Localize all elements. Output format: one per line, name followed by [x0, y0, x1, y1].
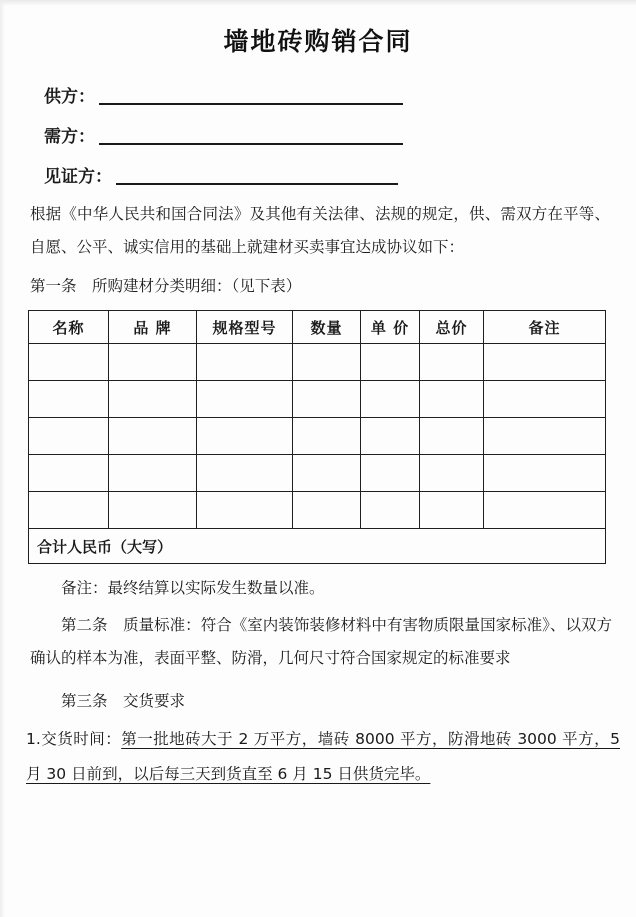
table-row — [29, 344, 606, 381]
col-header-total-price: 总价 — [420, 311, 484, 344]
cell-name[interactable] — [29, 455, 109, 492]
cell-spec[interactable] — [197, 344, 293, 381]
table-row — [29, 418, 606, 455]
cell-unit-price[interactable] — [361, 455, 420, 492]
delivery-time-value: 第一批地砖大于 2 万平方，墙砖 8000 平方，防滑地砖 3000 平方，5 月 30 日前到，以后每三天到货直至 6 月 15 日供货完毕。 — [26, 730, 620, 783]
cell-total-price[interactable] — [420, 344, 484, 381]
cell-spec[interactable] — [197, 381, 293, 418]
cell-unit-price[interactable] — [361, 492, 420, 529]
goods-table-body — [29, 344, 606, 529]
witness-label: 见证方： — [44, 167, 112, 187]
cell-remark[interactable] — [484, 418, 606, 455]
cell-spec[interactable] — [197, 418, 293, 455]
party-row-witness — [44, 150, 636, 190]
cell-total-price[interactable] — [420, 381, 484, 418]
table-row — [29, 455, 606, 492]
cell-name[interactable] — [29, 381, 109, 418]
delivery-time-label: 1.交货时间： — [26, 730, 122, 748]
supplier-label: 供方： — [44, 87, 95, 107]
cell-quantity[interactable] — [293, 344, 361, 381]
cell-quantity[interactable] — [293, 418, 361, 455]
cell-unit-price[interactable] — [361, 344, 420, 381]
cell-quantity[interactable] — [293, 455, 361, 492]
cell-total-price[interactable] — [420, 455, 484, 492]
cell-total-price[interactable] — [420, 492, 484, 529]
party-fields — [0, 64, 636, 190]
cell-name[interactable] — [29, 344, 109, 381]
cell-brand[interactable] — [109, 344, 197, 381]
delivery-item-1 — [0, 722, 636, 792]
cell-remark[interactable] — [484, 455, 606, 492]
table-row — [29, 492, 606, 529]
col-header-brand: 品 牌 — [109, 311, 197, 344]
cell-spec[interactable] — [197, 455, 293, 492]
col-header-unit-price: 单 价 — [361, 311, 420, 344]
cell-unit-price[interactable] — [361, 418, 420, 455]
goods-table-wrapper — [0, 310, 636, 564]
goods-table — [28, 310, 606, 564]
table-total-row — [29, 529, 606, 564]
buyer-fill-line[interactable] — [99, 143, 403, 145]
intro-section — [0, 198, 636, 303]
cell-brand[interactable] — [109, 418, 197, 455]
party-row-buyer — [44, 110, 636, 150]
table-header-row — [29, 311, 606, 344]
article1-heading: 第一条 所购建材分类明细：（见下表） — [30, 277, 302, 295]
article2-text: 第二条 质量标准：符合《室内装饰装修材料中有害物质限量国家标准》、以双方确认的样本为准，表面平整、防滑，几何尺寸符合国家规定的标准要求 — [30, 616, 612, 667]
cell-unit-price[interactable] — [361, 381, 420, 418]
cell-name[interactable] — [29, 492, 109, 529]
cell-name[interactable] — [29, 418, 109, 455]
cell-brand[interactable] — [109, 455, 197, 492]
party-row-supplier — [44, 70, 636, 110]
cell-remark[interactable] — [484, 381, 606, 418]
col-header-spec: 规格型号 — [197, 311, 293, 344]
table-note: 备注：最终结算以实际发生数量以准。 — [61, 579, 325, 597]
cell-remark[interactable] — [484, 492, 606, 529]
goods-table-foot — [29, 529, 606, 564]
buyer-label: 需方： — [44, 127, 95, 147]
intro-paragraph: 根据《中华人民共和国合同法》及其他有关法律、法规的规定，供、需双方在平等、自愿、公平、诚实信用的基础上就建材买卖事宜达成协议如下： — [30, 205, 610, 256]
cell-quantity[interactable] — [293, 492, 361, 529]
witness-fill-line[interactable] — [116, 183, 398, 185]
cell-remark[interactable] — [484, 344, 606, 381]
col-header-remark: 备注 — [484, 311, 606, 344]
supplier-fill-line[interactable] — [99, 103, 403, 105]
cell-quantity[interactable] — [293, 381, 361, 418]
goods-table-head — [29, 311, 606, 344]
cell-spec[interactable] — [197, 492, 293, 529]
document-title: 墙地砖购销合同 — [223, 27, 413, 56]
cell-brand[interactable] — [109, 381, 197, 418]
cell-brand[interactable] — [109, 492, 197, 529]
table-row — [29, 381, 606, 418]
total-amount-label[interactable]: 合计人民币（大写） — [29, 529, 606, 564]
cell-total-price[interactable] — [420, 418, 484, 455]
col-header-quantity: 数量 — [293, 311, 361, 344]
article2-section — [0, 609, 636, 675]
article3-heading: 第三条 交货要求 — [61, 692, 186, 710]
article3-section — [0, 685, 636, 718]
col-header-name: 名称 — [29, 311, 109, 344]
